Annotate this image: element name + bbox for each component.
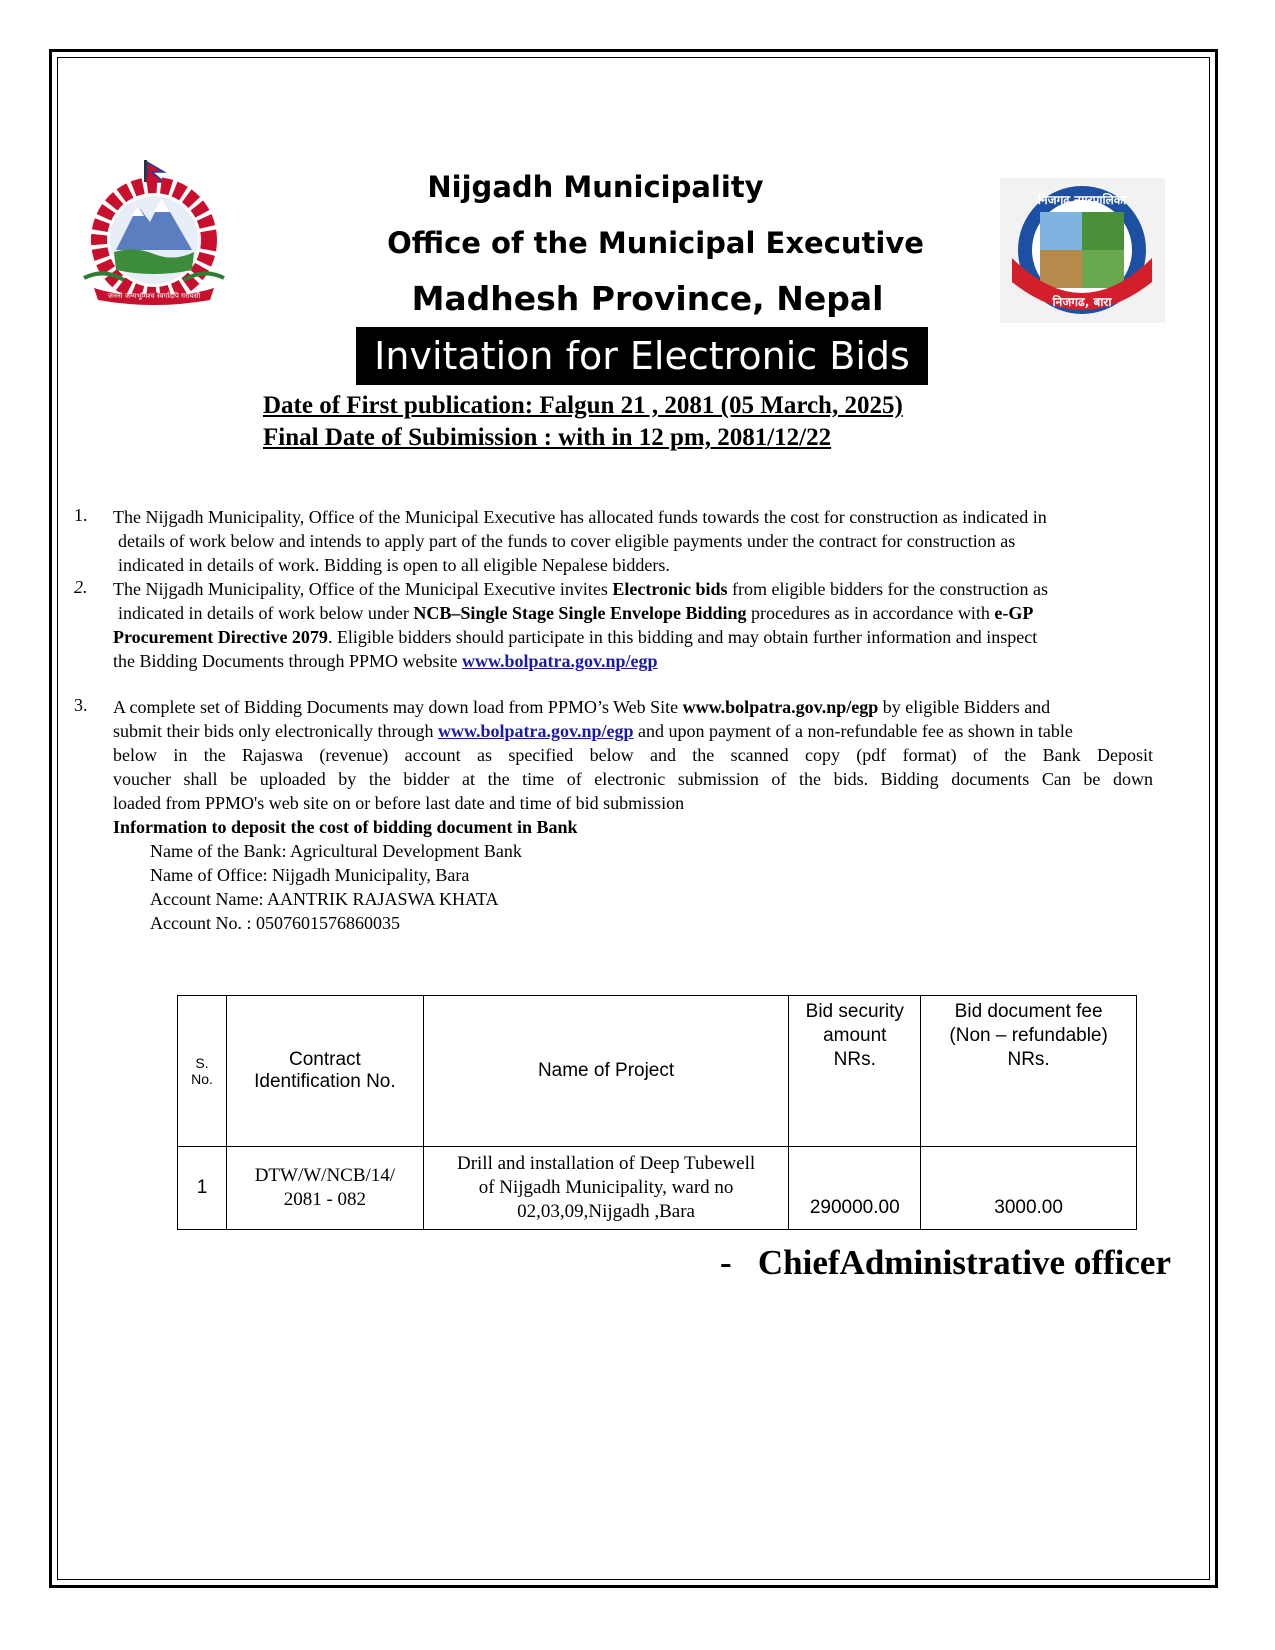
bolpatra-link[interactable]: www.bolpatra.gov.np/egp: [437, 721, 634, 741]
ppmo-website-link[interactable]: www.bolpatra.gov.np/egp: [462, 651, 658, 671]
paragraph-1-line-2: details of work below and intends to apply part of the funds to cover eligible payments under the contract for construction as: [118, 531, 1016, 551]
p2-egp: e-GP: [994, 603, 1034, 623]
paragraph-3-line-5: loaded from PPMO's web site on or before last date and time of bid submission: [113, 793, 685, 813]
header-contract-id: Contract Identification No.: [226, 996, 423, 1147]
cell-bid-security: 290000.00: [789, 1147, 921, 1230]
final-submission-date: Final Date of Subimission : with in 12 pm, 2081/12/22: [263, 424, 832, 451]
p2-text: procedures as in accordance with: [746, 603, 995, 623]
signature-chief-administrative-officer: - ChiefAdministrative officer: [720, 1243, 1171, 1282]
p3-website: www.bolpatra.gov.np/egp: [682, 697, 879, 717]
cell-bid-fee: 3000.00: [921, 1147, 1137, 1230]
emblem-motto: जननी जन्मभूमिश्च स्वर्गादपि गरीयसी: [107, 292, 201, 300]
paragraph-1-line-3: indicated in details of work. Bidding is open to all eligible Nepalese bidders.: [118, 555, 670, 575]
paragraph-1-line-1: The Nijgadh Municipality, Office of the Municipal Executive has allocated funds towards the cost for construction as indicated in: [113, 507, 1047, 527]
paragraph-3-line-4: voucher shall be uploaded by the bidder at the time of electronic submission of the bids. Bidding documents Can be down: [113, 769, 1153, 789]
bank-info: [113, 815, 578, 935]
paragraph-3-line-3: below in the Rajaswa (revenue) account as specified below and the scanned copy (pdf format) of the Bank Deposit: [113, 745, 1153, 765]
p2-text: indicated in details of work below under: [118, 603, 414, 623]
bid-details-table: [177, 995, 1137, 1230]
header-bid-security: Bid security amount NRs.: [789, 996, 921, 1147]
municipal-logo-top-text: निजगढ नगरपालिका: [1037, 193, 1127, 207]
bank-name: Name of the Bank: Agricultural Development Bank: [150, 841, 522, 861]
p3-text: A complete set of Bidding Documents may down load from PPMO’s Web Site: [113, 697, 683, 717]
p3-text: and upon payment of a non-refundable fee as shown in table: [633, 721, 1073, 741]
office-name: Name of Office: Nijgadh Municipality, Bara: [150, 865, 470, 885]
p2-directive: Procurement Directive 2079: [113, 627, 328, 647]
table-row: [178, 1147, 1137, 1230]
account-number: Account No. : 0507601576860035: [150, 913, 400, 933]
paragraph-2: [113, 577, 1163, 673]
paragraph-3-number: 3.: [74, 695, 88, 715]
paragraph-1-number: 1.: [74, 505, 88, 525]
header-project-name: Name of Project: [423, 996, 788, 1147]
header-municipality: Nijgadh Municipality: [427, 170, 764, 204]
account-name: Account Name: AANTRIK RAJASWA KHATA: [150, 889, 499, 909]
header-sn: S. No.: [178, 996, 227, 1147]
cell-project-name: Drill and installation of Deep Tubewell of Nijgadh Municipality, ward no 02,03,09,Nijgadh ,Bara: [423, 1147, 788, 1230]
p2-text: the Bidding Documents through PPMO website: [113, 651, 462, 671]
header-bid-fee: Bid document fee (Non – refundable) NRs.: [921, 996, 1137, 1147]
municipal-logo-bottom-text: निजगढ, बारा: [1052, 295, 1112, 309]
paragraph-3: [113, 695, 1163, 815]
cell-contract-id: DTW/W/NCB/14/ 2081 - 082: [226, 1147, 423, 1230]
p2-text: The Nijgadh Municipality, Office of the Municipal Executive invites: [113, 579, 613, 599]
p2-text: from eligible bidders for the construction as: [727, 579, 1048, 599]
p2-text: . Eligible bidders should participate in this bidding and may obtain further information and inspect: [327, 627, 1038, 647]
p3-text: by eligible Bidders and: [878, 697, 1051, 717]
p3-text: submit their bids only electronically through: [113, 721, 438, 741]
cell-sn: 1: [178, 1147, 227, 1230]
title-banner: Invitation for Electronic Bids: [356, 327, 928, 385]
first-publication-date: Date of First publication: Falgun 21 , 2081 (05 March, 2025): [263, 392, 903, 419]
p2-electronic-bids: Electronic bids: [612, 579, 728, 599]
table-header-row: [178, 996, 1137, 1147]
paragraph-2-number: 2.: [74, 577, 88, 597]
header-province: Madhesh Province, Nepal: [411, 279, 884, 318]
bank-info-title: Information to deposit the cost of bidding document in Bank: [113, 817, 578, 837]
header-office: Office of the Municipal Executive: [387, 226, 924, 260]
paragraph-1: [113, 505, 1153, 577]
p2-procedure: NCB–Single Stage Single Envelope Bidding: [413, 603, 747, 623]
